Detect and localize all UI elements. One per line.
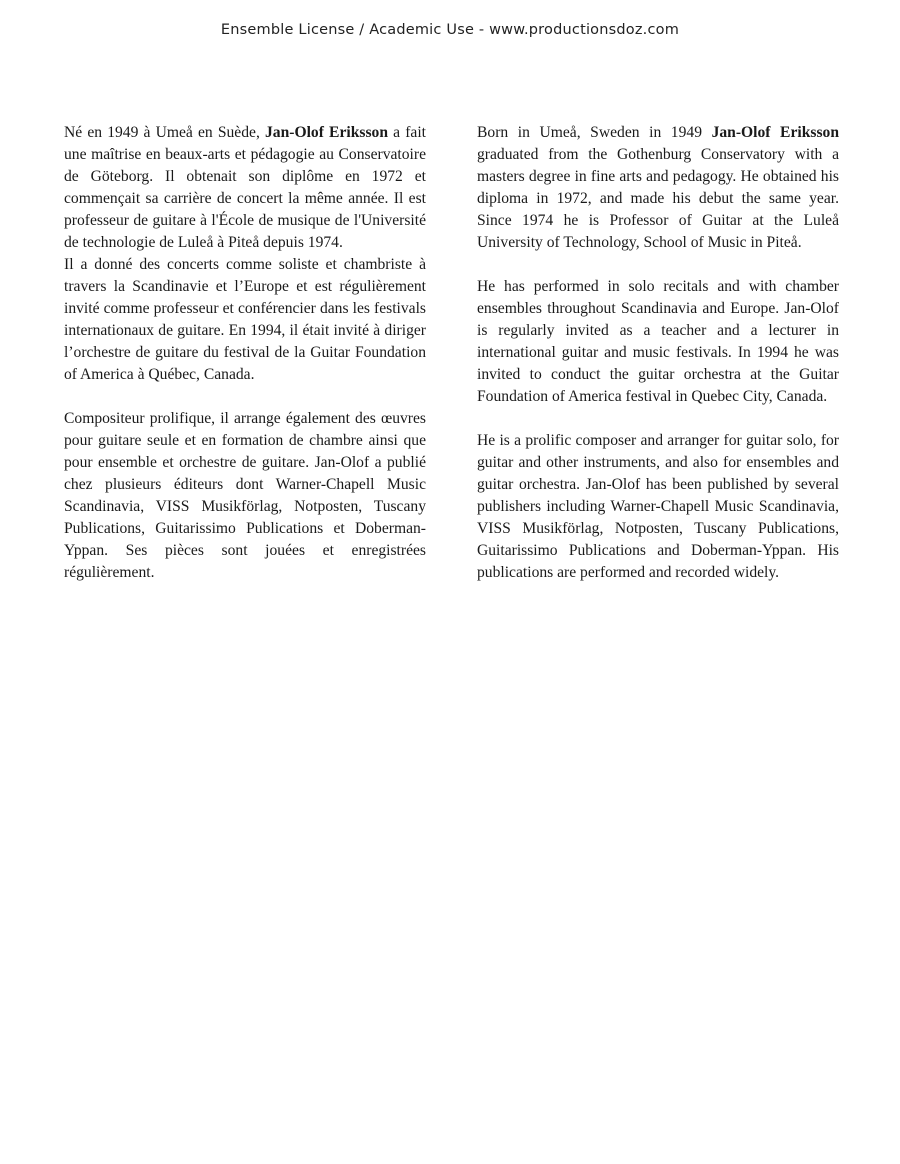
english-p1-intro: Born in Umeå, Sweden in 1949: [477, 124, 712, 141]
french-composer-name: Jan-Olof Eriksson: [265, 124, 388, 141]
english-paragraph-3: He is a prolific composer and arranger for guitar solo, for guitar and other instruments, and also for ensembles and guitar orchestra. Jan-Olof has been published by several publishers including Warner-Chapell Music Scandinavia, VISS Musikförlag, Notposten, Tuscany Publications, Guitarissimo Publications and Doberman-Yppan. His publications are performed and recorded widely.: [477, 432, 839, 581]
french-biography: [64, 122, 426, 584]
english-biography: [477, 122, 839, 584]
french-paragraph-1: [64, 122, 426, 254]
french-paragraph-3: Compositeur prolifique, il arrange également des œuvres pour guitare seule et en formation de chambre ainsi que pour ensemble et orchestre de guitare. Jan-Olof a publié chez plusieurs éditeurs dont Warner-Chapell Music Scandinavia, VISS Musikförlag, Notposten, Tuscany Publications, Guitarissimo Publications et Doberman-Yppan. Ses pièces sont jouées et enregistrées régulièrement.: [64, 410, 426, 581]
english-composer-name: Jan-Olof Eriksson: [711, 124, 839, 141]
english-p1-body: graduated from the Gothenburg Conservatory with a masters degree in fine arts and pedagogy. He obtained his diploma in 1972, and made his debut the same year. Since 1974 he is Professor of Guitar at the Luleå University of Technology, School of Music in Piteå.: [477, 146, 839, 251]
english-paragraph-1: [477, 122, 839, 254]
english-paragraph-2: He has performed in solo recitals and with chamber ensembles throughout Scandinavia and Europe. Jan-Olof is regularly invited as a teacher and a lecturer in international guitar and music festivals. In 1994 he was invited to conduct the guitar orchestra at the Guitar Foundation of America festival in Quebec City, Canada.: [477, 278, 839, 405]
french-paragraph-2: Il a donné des concerts comme soliste et chambriste à travers la Scandinavie et l’Europe et est régulièrement invité comme professeur et conférencier dans les festivals internationaux de guitare. En 1994, il était invité à diriger l’orchestre de guitare du festival de la Guitar Foundation of America à Québec, Canada.: [64, 256, 426, 383]
french-p1-intro: Né en 1949 à Umeå en Suède,: [64, 124, 265, 141]
license-header: Ensemble License / Academic Use - www.productionsdoz.com: [220, 22, 680, 38]
french-p1-body: a fait une maîtrise en beaux-arts et pédagogie au Conservatoire de Göteborg. Il obtenait son diplôme en 1972 et commençait sa carrière de concert la même année. Il est professeur de guitare à l'École de musique de l'Université de technologie de Luleå à Piteå depuis 1974.: [64, 124, 426, 251]
